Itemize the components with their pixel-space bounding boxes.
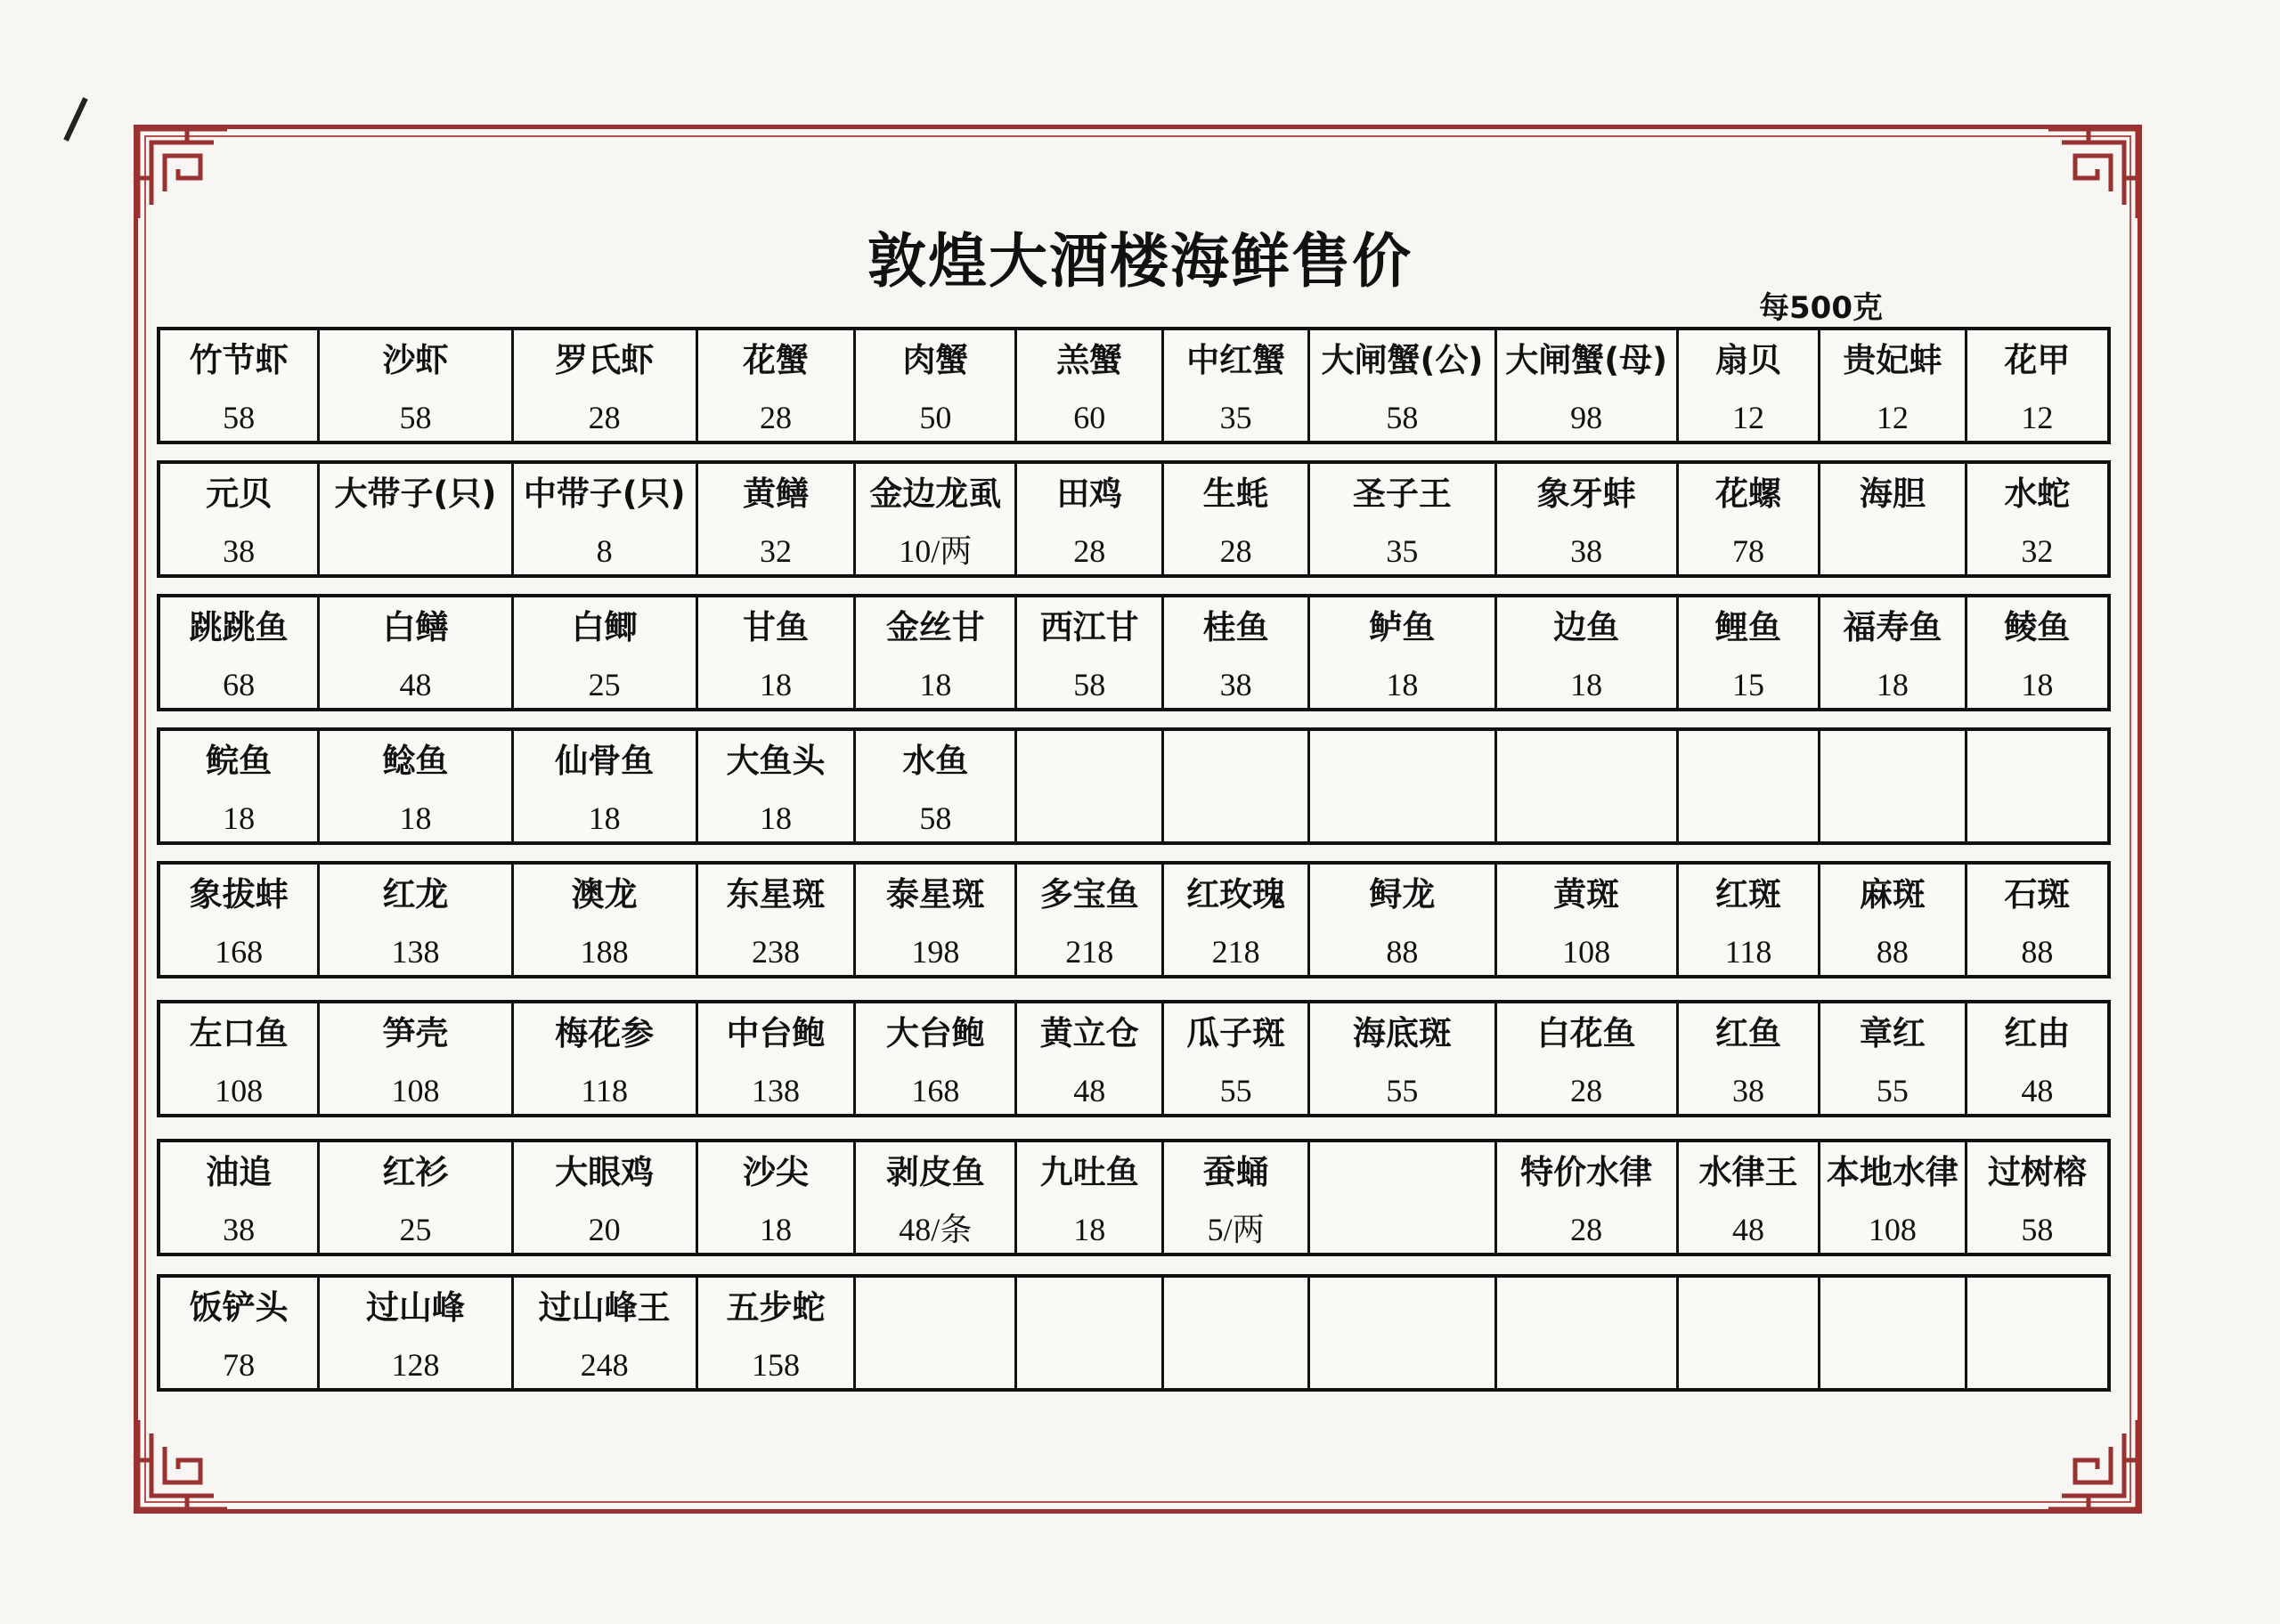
item-name: 鲟龙 — [1369, 875, 1436, 914]
item-name: 澳龙 — [571, 875, 638, 914]
price-cell — [160, 865, 320, 975]
item-name: 五步蛇 — [726, 1288, 826, 1327]
item-name: 肉蟹 — [902, 341, 969, 379]
item-name: 白花鱼 — [1536, 1014, 1636, 1052]
price-cell — [1310, 731, 1496, 841]
item-price: 68 — [223, 667, 256, 702]
price-cell — [1679, 1003, 1820, 1114]
price-cell — [1967, 1003, 2107, 1114]
item-price: 118 — [1724, 934, 1772, 970]
price-cell — [1497, 865, 1679, 975]
item-price: 188 — [580, 934, 629, 970]
item-price: 28 — [1570, 1212, 1603, 1247]
price-cell — [698, 865, 856, 975]
price-cell — [320, 330, 513, 441]
price-cell — [1967, 597, 2107, 708]
price-cell — [514, 330, 698, 441]
item-price: 18 — [919, 667, 952, 702]
item-name: 元贝 — [206, 475, 273, 513]
item-name: 多宝鱼 — [1039, 875, 1139, 914]
item-price: 25 — [399, 1212, 432, 1247]
item-name: 笋壳 — [382, 1014, 449, 1052]
price-cell — [856, 865, 1017, 975]
item-price: 38 — [223, 533, 256, 569]
item-name: 红玫瑰 — [1186, 875, 1286, 914]
price-cell — [1967, 464, 2107, 574]
price-row — [157, 327, 2111, 444]
item-name: 白鲫 — [571, 608, 638, 646]
item-price: 60 — [1073, 400, 1106, 435]
item-price: 78 — [1731, 533, 1764, 569]
item-name: 边鱼 — [1553, 608, 1620, 646]
price-cell — [1497, 1278, 1679, 1388]
price-cell — [856, 1278, 1017, 1388]
item-name: 水鱼 — [902, 742, 969, 780]
item-name: 大台鲍 — [885, 1014, 985, 1052]
price-row — [157, 594, 2111, 711]
price-cell — [1679, 731, 1820, 841]
price-cell — [320, 464, 513, 574]
price-row — [157, 861, 2111, 978]
price-cell — [320, 865, 513, 975]
item-name: 红由 — [2004, 1014, 2071, 1052]
price-cell — [1310, 1278, 1496, 1388]
item-name: 饭铲头 — [189, 1288, 289, 1327]
item-name: 贵妃蚌 — [1843, 341, 1942, 379]
item-price: 88 — [1386, 934, 1419, 970]
item-name: 大眼鸡 — [555, 1153, 655, 1191]
item-name: 过山峰 — [365, 1288, 465, 1327]
item-price: 48 — [1731, 1212, 1764, 1247]
item-name: 红鱼 — [1714, 1014, 1781, 1052]
price-cell — [1679, 1142, 1820, 1253]
price-cell — [514, 731, 698, 841]
price-cell — [320, 731, 513, 841]
price-cell — [1310, 597, 1496, 708]
item-name: 章红 — [1859, 1014, 1926, 1052]
item-name: 圣子王 — [1352, 475, 1452, 513]
price-row — [157, 727, 2111, 845]
item-price: 108 — [215, 1073, 264, 1108]
item-name: 仙骨鱼 — [555, 742, 655, 780]
item-name: 鲶鱼 — [382, 742, 449, 780]
item-name: 鲈鱼 — [1369, 608, 1436, 646]
price-cell — [1679, 597, 1820, 708]
item-name: 黄鳝 — [742, 475, 809, 513]
item-price: 35 — [1386, 533, 1419, 569]
price-cell — [160, 464, 320, 574]
item-name: 鲩鱼 — [206, 742, 273, 780]
item-price: 58 — [399, 400, 432, 435]
item-name: 海胆 — [1859, 475, 1926, 513]
item-price: 18 — [759, 667, 792, 702]
item-name: 鲮鱼 — [2004, 608, 2071, 646]
item-price: 128 — [391, 1347, 440, 1383]
item-price: 48 — [1073, 1073, 1106, 1108]
price-cell — [698, 1142, 856, 1253]
item-name: 水律王 — [1698, 1153, 1798, 1191]
item-name: 中带子(只) — [523, 475, 686, 513]
item-name: 本地水律 — [1826, 1153, 1958, 1191]
price-cell — [1017, 330, 1163, 441]
item-name: 西江甘 — [1039, 608, 1139, 646]
item-name: 大闸蟹(公) — [1321, 341, 1484, 379]
corner-ornament-top-right — [2044, 125, 2142, 223]
item-name: 金边龙虱 — [869, 475, 1002, 513]
item-price: 48 — [399, 667, 432, 702]
item-name: 左口鱼 — [189, 1014, 289, 1052]
item-name: 瓜子斑 — [1186, 1014, 1286, 1052]
price-cell — [1820, 1278, 1966, 1388]
item-name: 剥皮鱼 — [885, 1153, 985, 1191]
item-name: 蚕蛹 — [1202, 1153, 1269, 1191]
item-price: 55 — [1876, 1073, 1909, 1108]
item-price: 88 — [1876, 934, 1909, 970]
item-price: 118 — [581, 1073, 628, 1108]
price-cell — [1310, 330, 1496, 441]
price-cell — [514, 865, 698, 975]
item-price: 18 — [399, 800, 432, 836]
price-cell — [514, 1142, 698, 1253]
item-name: 中红蟹 — [1186, 341, 1286, 379]
item-price: 248 — [580, 1347, 629, 1383]
price-cell — [1820, 731, 1966, 841]
price-cell — [514, 1003, 698, 1114]
item-name: 桂鱼 — [1202, 608, 1269, 646]
item-price: 25 — [588, 667, 621, 702]
item-price: 55 — [1386, 1073, 1419, 1108]
price-cell — [1820, 1142, 1966, 1253]
item-name: 特价水律 — [1520, 1153, 1653, 1191]
price-cell — [1967, 865, 2107, 975]
item-name: 中台鲍 — [726, 1014, 826, 1052]
price-cell — [1164, 464, 1310, 574]
corner-ornament-top-left — [134, 125, 232, 223]
item-name: 过山峰王 — [538, 1288, 671, 1327]
price-cell — [1017, 1003, 1163, 1114]
price-cell — [1967, 1142, 2107, 1253]
price-cell — [514, 464, 698, 574]
page-title: 敦煌大酒楼海鲜售价 — [867, 227, 1413, 296]
price-row — [157, 1000, 2111, 1117]
price-cell — [1820, 865, 1966, 975]
item-name: 麻斑 — [1859, 875, 1926, 914]
item-price: 168 — [911, 1073, 960, 1108]
price-cell — [1820, 597, 1966, 708]
price-cell — [1497, 597, 1679, 708]
item-price: 238 — [751, 934, 800, 970]
item-price: 78 — [223, 1347, 256, 1383]
price-cell — [1497, 1142, 1679, 1253]
price-row — [157, 1274, 2111, 1392]
price-table — [157, 327, 2111, 1392]
item-price: 5/两 — [1207, 1212, 1265, 1247]
item-name: 沙尖 — [742, 1153, 809, 1191]
price-cell — [1017, 1278, 1163, 1388]
item-price: 48/条 — [899, 1212, 973, 1247]
price-cell — [698, 731, 856, 841]
price-cell — [1017, 464, 1163, 574]
price-cell — [1310, 865, 1496, 975]
price-cell — [160, 1003, 320, 1114]
pen-mark — [63, 97, 87, 142]
price-cell — [160, 330, 320, 441]
item-price: 18 — [588, 800, 621, 836]
price-cell — [1820, 330, 1966, 441]
item-price: 38 — [1219, 667, 1252, 702]
item-name: 田鸡 — [1056, 475, 1123, 513]
price-cell — [160, 597, 320, 708]
item-name: 黄立仓 — [1039, 1014, 1139, 1052]
price-cell — [1164, 731, 1310, 841]
item-name: 大闸蟹(母) — [1505, 341, 1668, 379]
price-cell — [1967, 330, 2107, 441]
item-price: 58 — [223, 400, 256, 435]
price-cell — [1497, 330, 1679, 441]
price-cell — [698, 330, 856, 441]
item-name: 石斑 — [2004, 875, 2071, 914]
item-price: 58 — [2021, 1212, 2054, 1247]
item-price: 20 — [588, 1212, 621, 1247]
price-cell — [320, 597, 513, 708]
item-name: 竹节虾 — [189, 341, 289, 379]
price-row — [157, 460, 2111, 578]
item-price: 35 — [1219, 400, 1252, 435]
price-cell — [856, 464, 1017, 574]
item-price: 32 — [2021, 533, 2054, 569]
price-cell — [1967, 731, 2107, 841]
item-name: 大带子(只) — [334, 475, 497, 513]
item-name: 甘鱼 — [742, 608, 809, 646]
price-cell — [856, 731, 1017, 841]
item-name: 泰星斑 — [885, 875, 985, 914]
price-cell — [1017, 731, 1163, 841]
price-cell — [698, 597, 856, 708]
item-price: 28 — [1570, 1073, 1603, 1108]
item-price: 108 — [1868, 1212, 1917, 1247]
price-cell — [856, 1142, 1017, 1253]
item-price: 10/两 — [899, 533, 973, 569]
item-price: 18 — [1386, 667, 1419, 702]
item-name: 油追 — [206, 1153, 273, 1191]
item-name: 花螺 — [1714, 475, 1781, 513]
item-price: 218 — [1065, 934, 1114, 970]
item-name: 鲤鱼 — [1714, 608, 1781, 646]
item-name: 羔蟹 — [1056, 341, 1123, 379]
item-price: 138 — [391, 934, 440, 970]
item-price: 18 — [223, 800, 256, 836]
item-price: 28 — [1073, 533, 1106, 569]
item-price: 168 — [215, 934, 264, 970]
item-price: 138 — [751, 1073, 800, 1108]
price-row — [157, 1139, 2111, 1256]
item-price: 58 — [919, 800, 952, 836]
price-cell — [514, 1278, 698, 1388]
item-price: 8 — [596, 533, 613, 569]
price-cell — [1679, 464, 1820, 574]
price-cell — [856, 597, 1017, 708]
item-price: 28 — [588, 400, 621, 435]
price-cell — [1017, 865, 1163, 975]
price-cell — [1164, 330, 1310, 441]
price-cell — [514, 597, 698, 708]
item-price: 18 — [759, 800, 792, 836]
price-cell — [160, 1278, 320, 1388]
item-name: 罗氏虾 — [555, 341, 655, 379]
item-price: 98 — [1570, 400, 1603, 435]
item-price: 48 — [2021, 1073, 2054, 1108]
item-name: 红衫 — [382, 1153, 449, 1191]
price-cell — [1497, 731, 1679, 841]
item-price: 108 — [1562, 934, 1611, 970]
price-cell — [1679, 1278, 1820, 1388]
item-name: 金丝甘 — [885, 608, 985, 646]
item-name: 红龙 — [382, 875, 449, 914]
price-cell — [1164, 597, 1310, 708]
item-name: 花蟹 — [742, 341, 809, 379]
item-price: 198 — [911, 934, 960, 970]
price-cell — [1497, 1003, 1679, 1114]
price-cell — [698, 1003, 856, 1114]
item-price: 15 — [1731, 667, 1764, 702]
item-name: 跳跳鱼 — [189, 608, 289, 646]
item-price: 18 — [2021, 667, 2054, 702]
price-cell — [1164, 1278, 1310, 1388]
item-price: 18 — [759, 1212, 792, 1247]
item-name: 福寿鱼 — [1843, 608, 1942, 646]
item-price: 38 — [1731, 1073, 1764, 1108]
item-price: 28 — [1219, 533, 1252, 569]
item-price: 18 — [1570, 667, 1603, 702]
item-name: 东星斑 — [726, 875, 826, 914]
price-cell — [1820, 1003, 1966, 1114]
item-name: 黄斑 — [1553, 875, 1620, 914]
item-name: 白鳝 — [382, 608, 449, 646]
item-price: 18 — [1876, 667, 1909, 702]
item-name: 象拔蚌 — [189, 875, 289, 914]
item-name: 生蚝 — [1202, 475, 1269, 513]
price-cell — [160, 731, 320, 841]
price-cell — [1497, 464, 1679, 574]
price-cell — [1164, 1003, 1310, 1114]
item-price: 18 — [1073, 1212, 1106, 1247]
price-cell — [856, 330, 1017, 441]
price-cell — [320, 1003, 513, 1114]
price-cell — [856, 1003, 1017, 1114]
price-cell — [1679, 330, 1820, 441]
item-price: 28 — [759, 400, 792, 435]
corner-ornament-bottom-right — [2044, 1416, 2142, 1514]
item-price: 38 — [1570, 533, 1603, 569]
item-price: 50 — [919, 400, 952, 435]
price-unit-label: 每500克 — [1759, 290, 1883, 326]
price-cell — [160, 1142, 320, 1253]
item-name: 红斑 — [1714, 875, 1781, 914]
item-price: 88 — [2021, 934, 2054, 970]
price-cell — [1017, 597, 1163, 708]
item-price: 12 — [1876, 400, 1909, 435]
item-name: 九吐鱼 — [1039, 1153, 1139, 1191]
price-cell — [320, 1278, 513, 1388]
price-cell — [1679, 865, 1820, 975]
item-price: 218 — [1211, 934, 1260, 970]
price-cell — [320, 1142, 513, 1253]
item-name: 大鱼头 — [726, 742, 826, 780]
item-name: 花甲 — [2004, 341, 2071, 379]
price-cell — [1310, 464, 1496, 574]
price-cell — [1164, 865, 1310, 975]
item-price: 12 — [1731, 400, 1764, 435]
price-cell — [1967, 1278, 2107, 1388]
item-price: 58 — [1386, 400, 1419, 435]
item-price: 158 — [751, 1347, 800, 1383]
price-cell — [698, 1278, 856, 1388]
item-name: 过树榕 — [1987, 1153, 2087, 1191]
price-cell — [1017, 1142, 1163, 1253]
item-name: 梅花参 — [555, 1014, 655, 1052]
item-name: 海底斑 — [1352, 1014, 1452, 1052]
item-price: 55 — [1219, 1073, 1252, 1108]
price-cell — [1310, 1142, 1496, 1253]
item-price: 108 — [391, 1073, 440, 1108]
price-cell — [1164, 1142, 1310, 1253]
price-cell — [1310, 1003, 1496, 1114]
item-name: 象牙蚌 — [1536, 475, 1636, 513]
item-name: 沙虾 — [382, 341, 449, 379]
item-price: 58 — [1073, 667, 1106, 702]
item-name: 扇贝 — [1714, 341, 1781, 379]
item-name: 水蛇 — [2004, 475, 2071, 513]
price-cell — [1820, 464, 1966, 574]
item-price: 32 — [759, 533, 792, 569]
price-cell — [698, 464, 856, 574]
item-price: 38 — [223, 1212, 256, 1247]
corner-ornament-bottom-left — [134, 1416, 232, 1514]
item-price: 12 — [2021, 400, 2054, 435]
